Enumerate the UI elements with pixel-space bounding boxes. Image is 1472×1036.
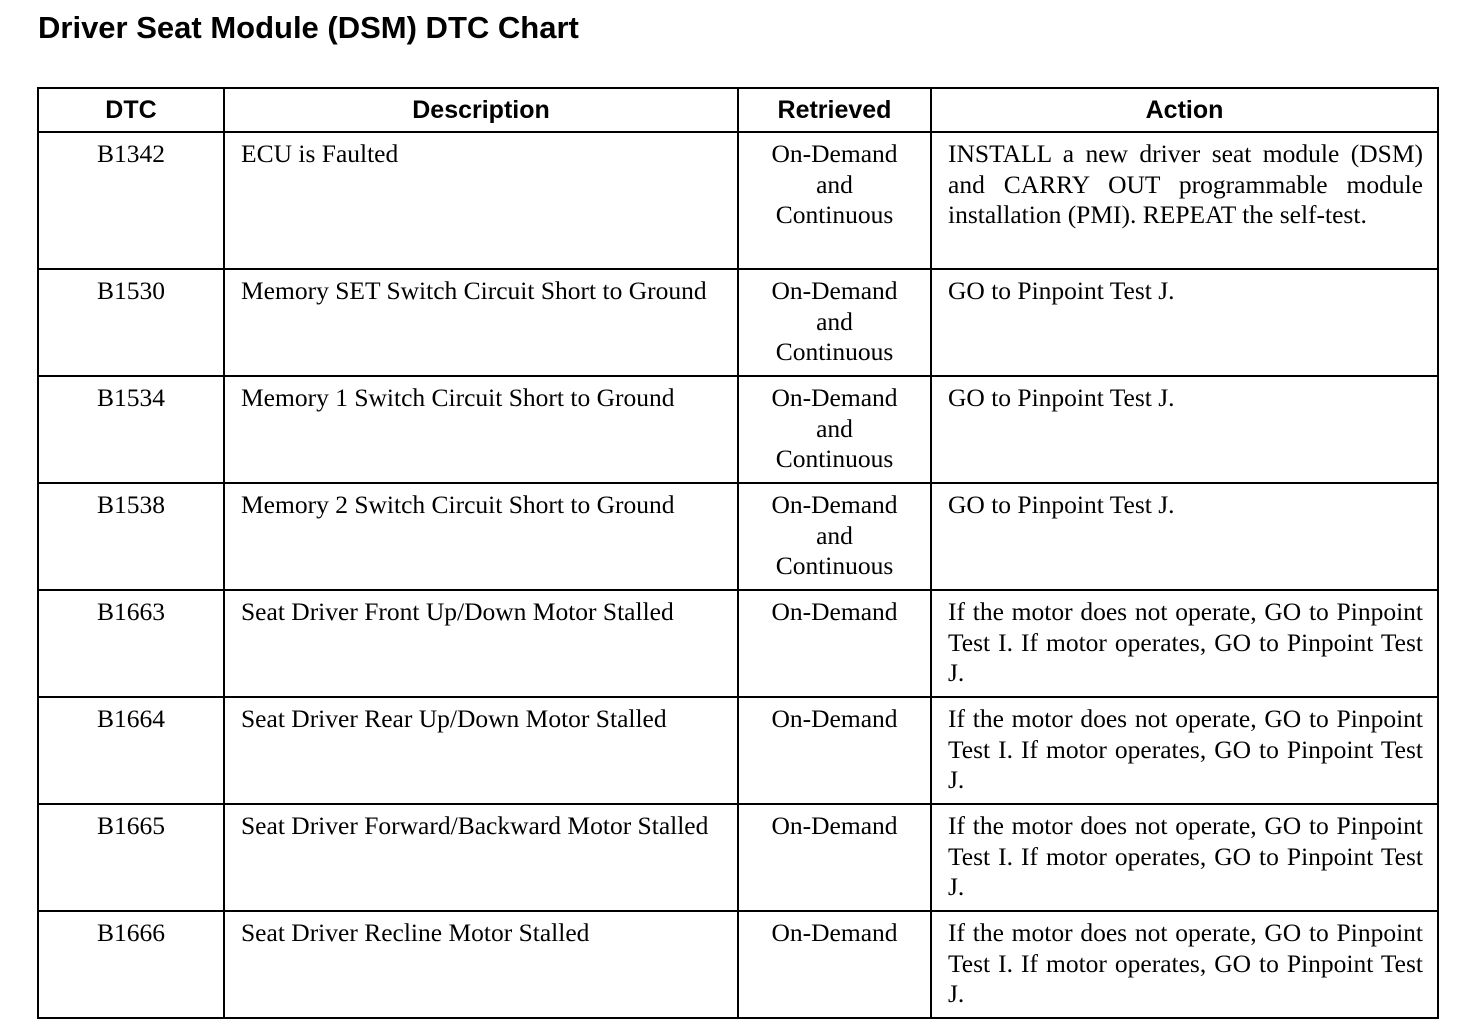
dtc-description: Seat Driver Recline Motor Stalled: [224, 911, 738, 1018]
action-text: INSTALL a new driver seat module (DSM) and CARRY OUT programmable module installation (PMI). REPEAT the self-test.: [948, 139, 1423, 229]
dtc-code: B1538: [38, 483, 224, 590]
table-header: [38, 88, 1438, 132]
action-text: If the motor does not operate, GO to Pinpoint Test I. If motor operates, GO to Pinpoint Test J.: [948, 597, 1423, 687]
action-text: GO to Pinpoint Test J.: [948, 383, 1175, 412]
retrieved-line: Continuous: [775, 337, 894, 366]
dtc-action: [931, 483, 1438, 590]
table-row: [38, 590, 1438, 697]
dtc-action: [931, 911, 1438, 1018]
dtc-code: B1664: [38, 697, 224, 804]
retrieved-line: and: [816, 413, 853, 443]
table-row: [38, 697, 1438, 804]
dtc-retrieved: [738, 483, 931, 590]
dtc-action: [931, 697, 1438, 804]
dtc-code: B1534: [38, 376, 224, 483]
retrieved-line: On-Demand: [771, 811, 898, 840]
retrieved-line: On-Demand: [771, 704, 898, 733]
dtc-retrieved: [738, 911, 931, 1018]
retrieved-line: and: [816, 306, 853, 336]
retrieved-line: On-Demand: [771, 918, 898, 947]
dtc-code: B1666: [38, 911, 224, 1018]
dtc-chart-table: [37, 87, 1439, 1019]
action-text: GO to Pinpoint Test J.: [948, 276, 1175, 305]
action-text: GO to Pinpoint Test J.: [948, 490, 1175, 519]
dtc-action: [931, 376, 1438, 483]
dtc-retrieved: [738, 376, 931, 483]
table-row: [38, 269, 1438, 376]
page-title: Driver Seat Module (DSM) DTC Chart: [38, 10, 579, 45]
retrieved-line: On-Demand: [771, 276, 898, 305]
table-row: [38, 911, 1438, 1018]
table-row: [38, 804, 1438, 911]
dtc-description: Memory SET Switch Circuit Short to Ground: [224, 269, 738, 376]
dtc-code: B1663: [38, 590, 224, 697]
dtc-code: B1342: [38, 132, 224, 269]
table-row: [38, 132, 1438, 269]
dtc-action: [931, 132, 1438, 269]
dtc-code: B1530: [38, 269, 224, 376]
dtc-description: Seat Driver Front Up/Down Motor Stalled: [224, 590, 738, 697]
retrieved-line: Continuous: [775, 200, 894, 229]
dtc-action: [931, 269, 1438, 376]
dtc-description: Seat Driver Rear Up/Down Motor Stalled: [224, 697, 738, 804]
header-description: Description: [224, 88, 738, 132]
retrieved-line: On-Demand: [771, 383, 898, 412]
retrieved-line: On-Demand: [771, 490, 898, 519]
retrieved-line: and: [816, 520, 853, 550]
table-row: [38, 376, 1438, 483]
action-text: If the motor does not operate, GO to Pinpoint Test I. If motor operates, GO to Pinpoint Test J.: [948, 704, 1423, 794]
dtc-code: B1665: [38, 804, 224, 911]
dtc-description: Seat Driver Forward/Backward Motor Stalled: [224, 804, 738, 911]
action-text: If the motor does not operate, GO to Pinpoint Test I. If motor operates, GO to Pinpoint Test J.: [948, 918, 1423, 1008]
dtc-description: ECU is Faulted: [224, 132, 738, 269]
action-text: If the motor does not operate, GO to Pinpoint Test I. If motor operates, GO to Pinpoint Test J.: [948, 811, 1423, 901]
dtc-retrieved: [738, 269, 931, 376]
header-action: Action: [931, 88, 1438, 132]
retrieved-line: On-Demand: [771, 597, 898, 626]
dtc-retrieved: [738, 697, 931, 804]
dtc-retrieved: [738, 590, 931, 697]
dtc-description: Memory 1 Switch Circuit Short to Ground: [224, 376, 738, 483]
dtc-retrieved: [738, 804, 931, 911]
table-body: [38, 132, 1438, 1018]
dtc-retrieved: [738, 132, 931, 269]
retrieved-line: Continuous: [775, 551, 894, 580]
dtc-action: [931, 804, 1438, 911]
retrieved-line: and: [816, 169, 853, 199]
retrieved-line: On-Demand: [771, 139, 898, 168]
table-row: [38, 483, 1438, 590]
header-row: [38, 88, 1438, 132]
header-retrieved: Retrieved: [738, 88, 931, 132]
retrieved-line: Continuous: [775, 444, 894, 473]
dtc-description: Memory 2 Switch Circuit Short to Ground: [224, 483, 738, 590]
header-dtc: DTC: [38, 88, 224, 132]
dtc-action: [931, 590, 1438, 697]
